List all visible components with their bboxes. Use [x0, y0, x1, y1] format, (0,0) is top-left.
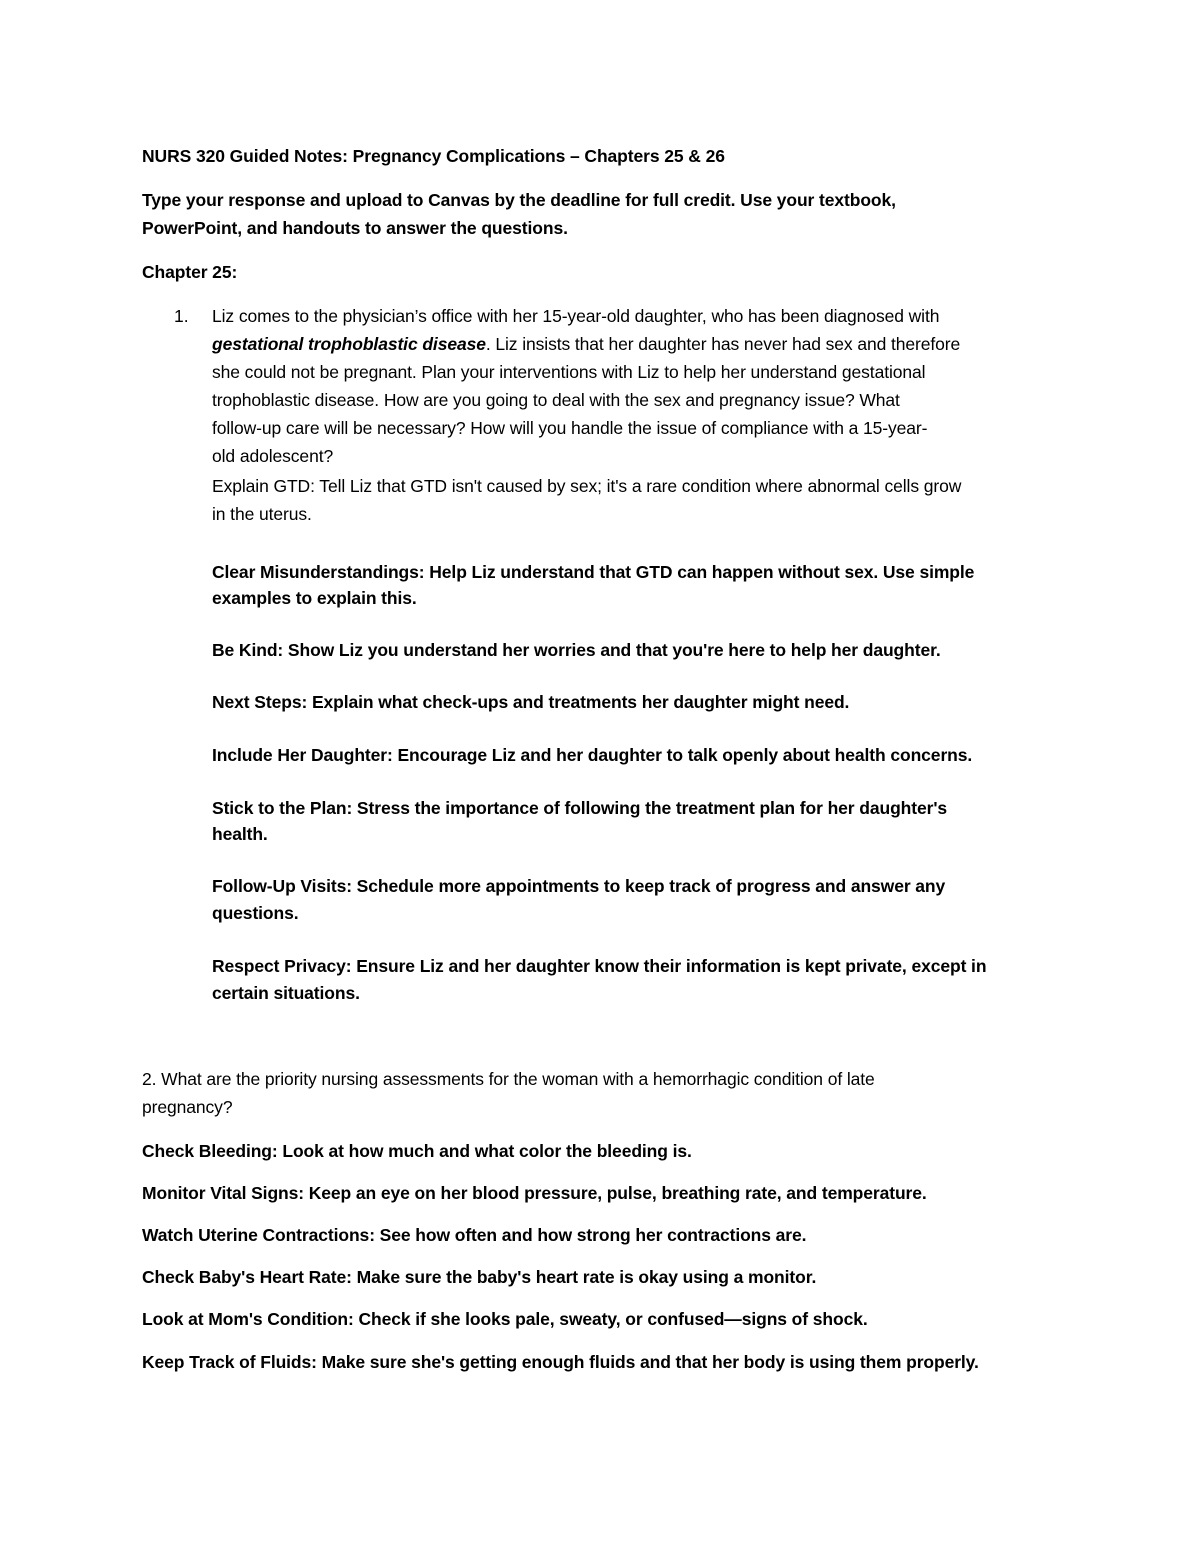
- question-2-line: pregnancy?: [142, 1097, 233, 1117]
- answer-line: Next Steps: Explain what check-ups and treatments her daughter might need.: [212, 692, 850, 712]
- question-1-line: trophoblastic disease. How are you going to deal with the sex and pregnancy issue? What: [212, 390, 900, 410]
- answer-line: Respect Privacy: Ensure Liz and her daughter know their information is kept private, except in: [212, 956, 987, 976]
- document-title: NURS 320 Guided Notes: Pregnancy Complications – Chapters 25 & 26: [142, 146, 725, 166]
- answer-line: Keep Track of Fluids: Make sure she's getting enough fluids and that her body is using them properly.: [142, 1352, 979, 1372]
- answer-line: questions.: [212, 903, 299, 923]
- answer-line: Look at Mom's Condition: Check if she looks pale, sweaty, or confused—signs of shock.: [142, 1309, 868, 1329]
- instructions-line-1: Type your response and upload to Canvas by the deadline for full credit. Use your textbook,: [142, 190, 896, 210]
- answer-line: Include Her Daughter: Encourage Liz and her daughter to talk openly about health concerns.: [212, 745, 973, 765]
- answer-line: Clear Misunderstandings: Help Liz understand that GTD can happen without sex. Use simple: [212, 562, 975, 582]
- gtd-term: gestational trophoblastic disease: [212, 334, 486, 354]
- chapter-heading: Chapter 25:: [142, 262, 238, 282]
- answer-line: examples to explain this.: [212, 588, 417, 608]
- question-1-number: 1.: [174, 306, 189, 326]
- answer-line: Monitor Vital Signs: Keep an eye on her blood pressure, pulse, breathing rate, and temperature.: [142, 1183, 927, 1203]
- answer-line: health.: [212, 824, 268, 844]
- question-1-line-rest: . Liz insists that her daughter has never had sex and therefore: [485, 334, 961, 354]
- question-1-line: she could not be pregnant. Plan your interventions with Liz to help her understand gestational: [212, 362, 926, 382]
- answer-line: certain situations.: [212, 983, 360, 1003]
- question-2-line: 2. What are the priority nursing assessments for the woman with a hemorrhagic condition of late: [142, 1069, 875, 1089]
- answer-line: Watch Uterine Contractions: See how often and how strong her contractions are.: [142, 1225, 807, 1245]
- question-1-line: follow-up care will be necessary? How will you handle the issue of compliance with a 15-year-: [212, 418, 928, 438]
- question-1-line: Explain GTD: Tell Liz that GTD isn't caused by sex; it's a rare condition where abnormal cells grow: [212, 476, 962, 496]
- question-1-line: [212, 331, 960, 358]
- question-1-line: Liz comes to the physician’s office with her 15-year-old daughter, who has been diagnosed with: [212, 306, 940, 326]
- answer-line: Check Baby's Heart Rate: Make sure the baby's heart rate is okay using a monitor.: [142, 1267, 817, 1287]
- answer-line: Check Bleeding: Look at how much and what color the bleeding is.: [142, 1141, 692, 1161]
- question-1-line: in the uterus.: [212, 504, 312, 524]
- answer-line: Stick to the Plan: Stress the importance of following the treatment plan for her daughter's: [212, 798, 948, 818]
- instructions-line-2: PowerPoint, and handouts to answer the questions.: [142, 218, 568, 238]
- answer-line: Follow-Up Visits: Schedule more appointments to keep track of progress and answer any: [212, 876, 946, 896]
- question-1-line: old adolescent?: [212, 446, 334, 466]
- answer-line: Be Kind: Show Liz you understand her worries and that you're here to help her daughter.: [212, 640, 941, 660]
